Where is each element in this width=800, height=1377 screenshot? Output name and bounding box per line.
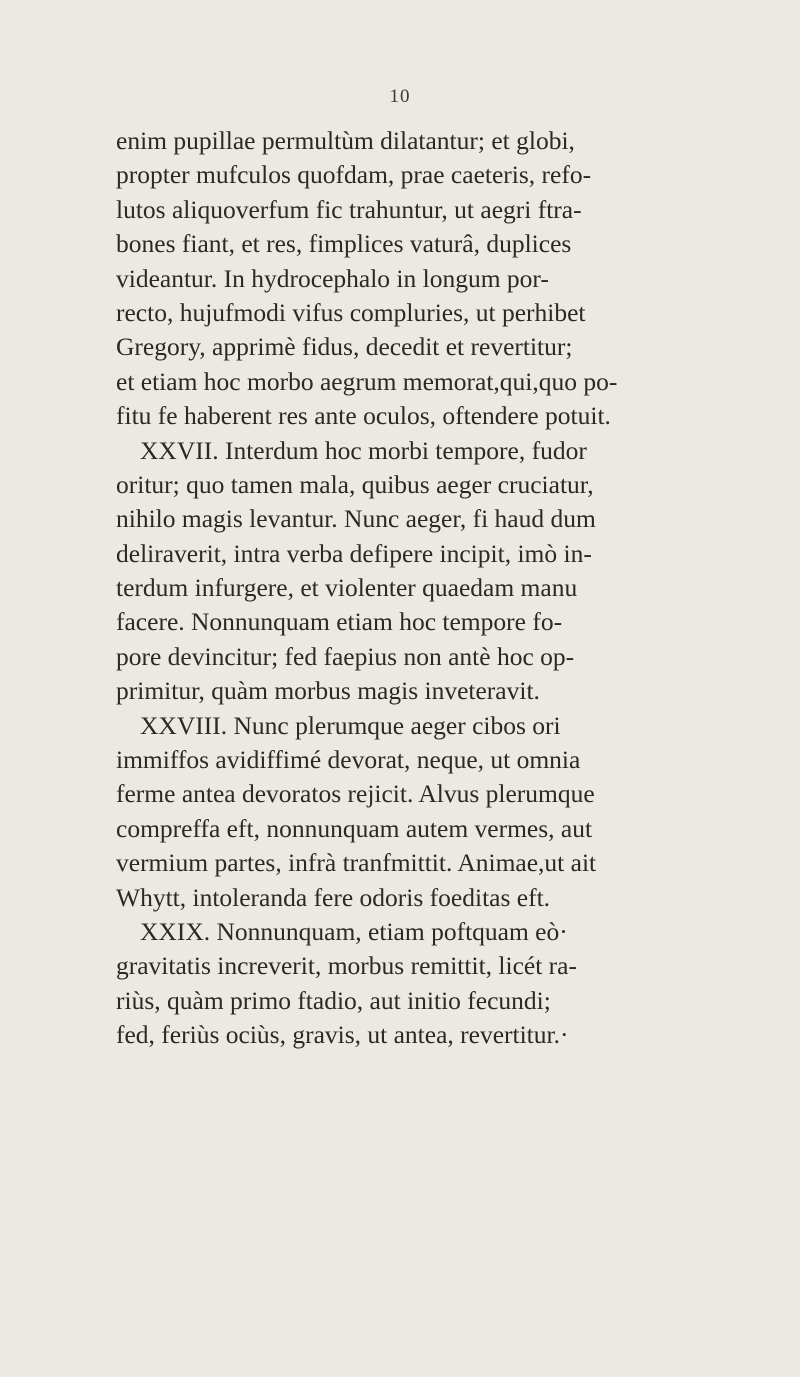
text-line: terdum infurgere, et violenter quaedam manu [116, 573, 578, 603]
text-line: fed, feriùs ociùs, gravis, ut antea, revertitur.· [116, 1020, 569, 1050]
text-line: videantur. In hydrocephalo in longum por- [116, 263, 549, 293]
text-line: facere. Nonnunquam etiam hoc tempore fo- [116, 607, 563, 637]
text-line: et etiam hoc morbo aegrum memorat,qui,quo po- [116, 366, 618, 396]
text-line: fitu fe haberent res ante oculos, oftendere potuit. [116, 401, 611, 431]
text-line: gravitatis increverit, morbus remittit, licét ra- [116, 951, 577, 981]
text-line: bones fiant, et res, fimplices vaturâ, duplices [116, 229, 572, 259]
page-number: 10 [389, 86, 411, 107]
text-line: ferme antea devoratos rejicit. Alvus plerumque [116, 779, 595, 809]
section-heading-line: XXVII. Interdum hoc morbi tempore, fudor [140, 435, 587, 465]
text-line: deliraverit, intra verba defipere incipit, imò in- [116, 538, 592, 568]
text-line: primitur, quàm morbus magis inveteravit. [116, 676, 540, 706]
text-line: oritur; quo tamen mala, quibus aeger cruciatur, [116, 469, 594, 499]
text-line: compreffa eft, nonnunquam autem vermes, aut [116, 813, 593, 843]
text-line: nihilo magis levantur. Nunc aeger, fi haud dum [116, 504, 596, 534]
text-line: enim pupillae permultùm dilatantur; et globi, [116, 126, 575, 155]
text-line: riùs, quàm primo ftadio, aut initio fecundi; [116, 985, 551, 1015]
text-line: Gregory, apprimè fidus, decedit et revertitur; [116, 332, 573, 362]
body-text [116, 124, 716, 1053]
text-line: recto, hujufmodi vifus compluries, ut perhibet [116, 297, 586, 327]
text-line: vermium partes, infrà tranfmittit. Animae,ut ait [116, 848, 597, 878]
section-heading-line: XXVIII. Nunc plerumque aeger cibos ori [140, 710, 561, 740]
text-line: lutos aliquoverfum fic trahuntur, ut aegri ftra- [116, 194, 582, 224]
text-line: Whytt, intoleranda fere odoris foeditas eft. [116, 882, 551, 912]
section-heading-line: XXIX. Nonnunquam, etiam poftquam eò· [140, 916, 568, 946]
text-line: immiffos avidiffimé devorat, neque, ut omnia [116, 745, 581, 775]
text-line: pore devincitur; fed faepius non antè hoc op- [116, 641, 575, 671]
text-line: propter mufculos quofdam, prae caeteris, refo- [116, 160, 592, 190]
